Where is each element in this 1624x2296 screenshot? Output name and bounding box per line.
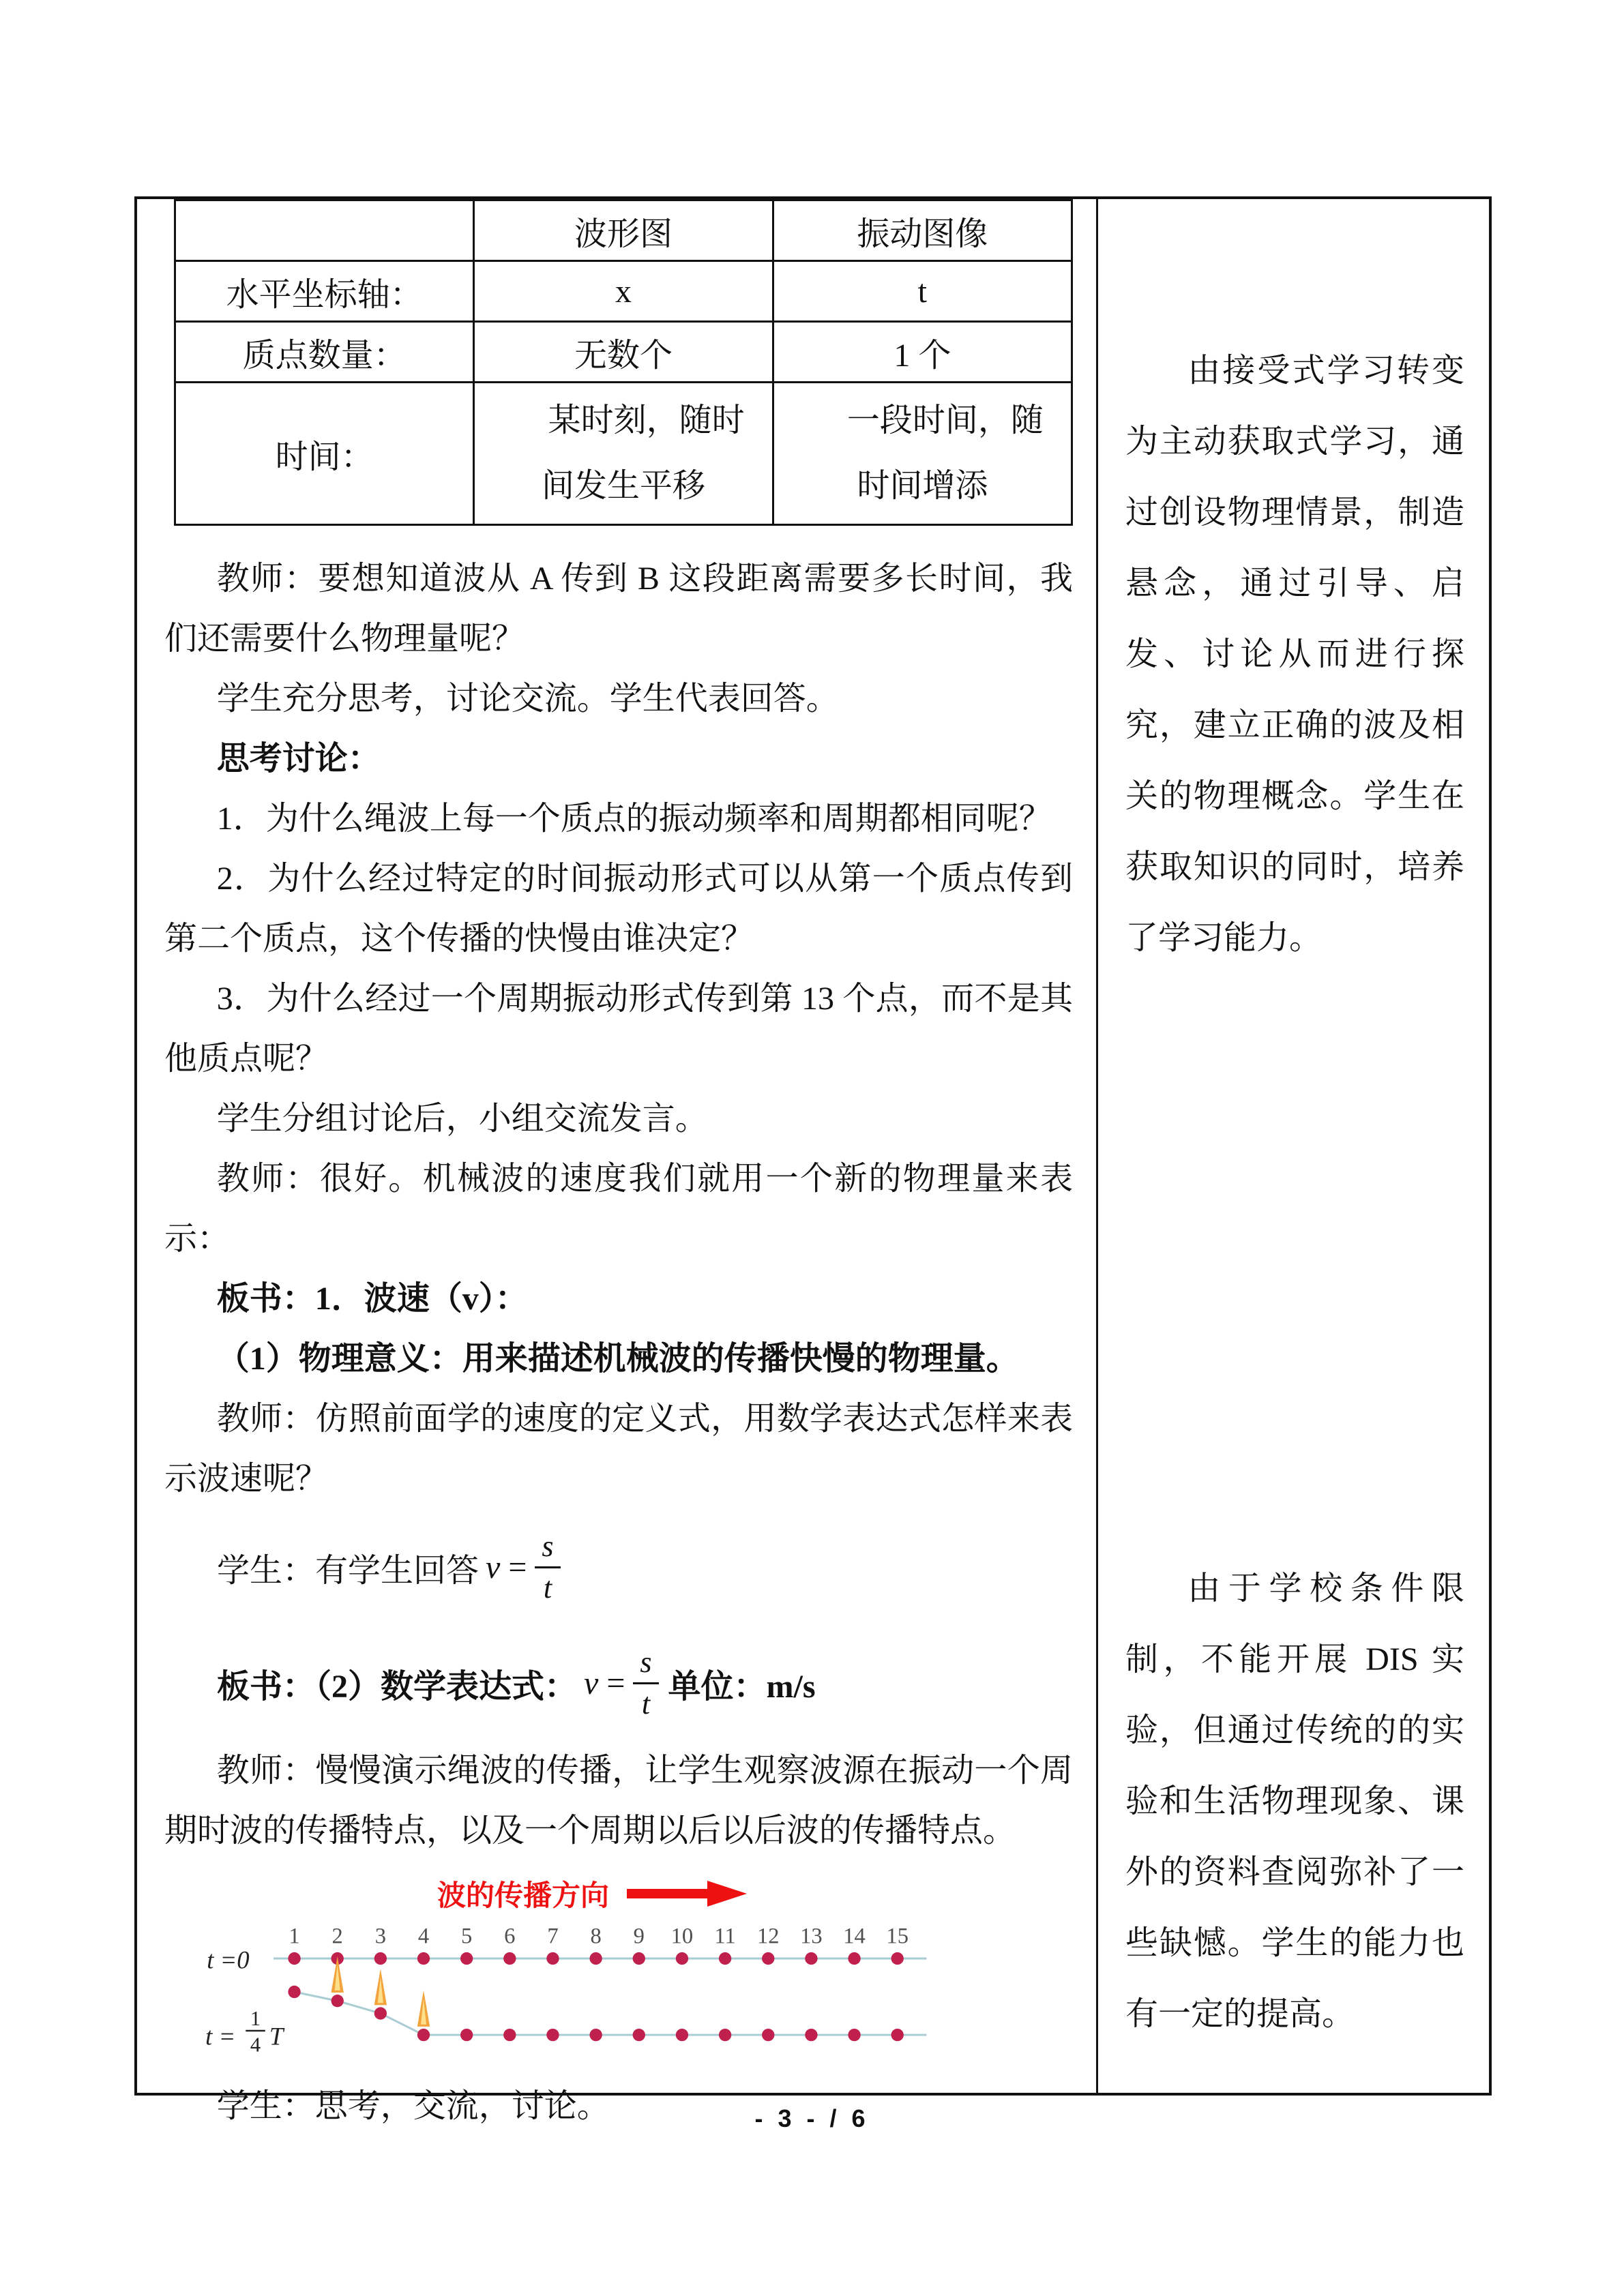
velocity-formula: [486, 1527, 561, 1608]
paragraph: 1．为什么绳波上每一个质点的振动频率和周期都相同呢？: [216, 801, 1052, 837]
design-note-2: 由于学校条件限制，不能开展 DIS 实验，但通过传统的的实验和生活物理现象、课外的资料查阅弥补了一些缺憾。学生的能力也有一定的提高。: [1125, 1570, 1464, 2032]
wave-direction-row: [437, 1873, 1073, 1914]
svg-text:4: 4: [250, 2033, 261, 2057]
svg-text:8: 8: [590, 1924, 602, 1949]
formula-equals: =: [508, 1549, 527, 1585]
formula-v: v: [486, 1549, 501, 1585]
svg-text:15: 15: [886, 1924, 909, 1949]
time-vibration-line1: 一段时间，随: [846, 402, 1044, 438]
formula-denominator: t: [641, 1686, 651, 1720]
time-waveform-line2: 间发生平移: [541, 468, 705, 504]
formula-numerator: s: [535, 1527, 560, 1568]
design-note-1: 由接受式学习转变为主动获取式学习，通过创设物理情景，制造悬念，通过引导、启发、讨论从而进行探究，建立正确的波及相关的物理概念。学生在获取知识的同时，培养了学习能力。: [1125, 353, 1464, 956]
paragraph: 3．为什么经过一个周期振动形式传到第 13 个点，而不是其他质点呢？: [164, 981, 1073, 1077]
paragraph-list: [164, 549, 1073, 1509]
count-label: 质点数量：: [175, 322, 474, 383]
axis-vibration-value: t: [773, 261, 1072, 322]
svg-text:14: 14: [843, 1924, 866, 1949]
paragraph: 学生分组讨论后，小组交流发言。: [216, 1101, 708, 1137]
table-row-axis: [175, 261, 1072, 322]
formula-v: v: [584, 1665, 599, 1701]
svg-text:4: 4: [417, 1924, 430, 1949]
paragraph: 板书：1．波速（v）：: [216, 1281, 528, 1317]
svg-text:6: 6: [504, 1924, 516, 1949]
page-number: - 3 - / 6: [754, 2104, 870, 2132]
paragraph: 学生充分思考，讨论交流。学生代表回答。: [216, 681, 839, 717]
count-vibration-value: 1 个: [773, 322, 1072, 383]
paragraph-student-answer: [164, 1509, 1073, 1625]
wave-direction-label: 波的传播方向: [437, 1881, 610, 1912]
count-waveform-value: 无数个: [474, 322, 773, 383]
svg-text:t =0: t =0: [207, 1945, 250, 1974]
formula-numerator: s: [633, 1643, 658, 1684]
svg-text:5: 5: [461, 1924, 473, 1949]
svg-text:9: 9: [633, 1924, 645, 1949]
paragraph-banshu-expression: [164, 1625, 1073, 1741]
unit-label: 单位：m/s: [668, 1668, 816, 1705]
paragraph-last: 学生：思考，交流，讨论。: [216, 2088, 610, 2124]
paragraph: 思考讨论：: [216, 741, 381, 777]
paragraph-demo: 教师：慢慢演示绳波的传播，让学生观察波源在振动一个周期时波的传播特点，以及一个周期以后以后波的传播特点。: [164, 1753, 1073, 1849]
time-waveform-line1: 某时刻，随时: [548, 402, 745, 438]
comparison-table: [174, 199, 1073, 526]
paragraph: 教师：要想知道波从 A 传到 B 这段距离需要多长时间，我们还需要什么物理量呢？: [164, 561, 1073, 657]
time-vibration-value: [773, 383, 1072, 525]
svg-text:2: 2: [331, 1924, 343, 1949]
svg-text:12: 12: [756, 1924, 780, 1949]
time-waveform-value: [474, 383, 773, 525]
paragraph: 教师：仿照前面学的速度的定义式，用数学表达式怎样来表示波速呢？: [164, 1401, 1073, 1497]
svg-text:3: 3: [374, 1924, 387, 1949]
formula-fraction: [633, 1643, 658, 1724]
time-label: 时间：: [175, 383, 474, 525]
table-row-time: [175, 383, 1072, 525]
table-header-row: [175, 200, 1072, 261]
formula-equals: =: [606, 1665, 625, 1701]
svg-text:11: 11: [714, 1924, 736, 1949]
velocity-formula-2: [584, 1643, 659, 1724]
time-vibration-line2: 时间增添: [857, 468, 988, 504]
header-waveform: 波形图: [474, 200, 773, 261]
svg-text:7: 7: [547, 1924, 559, 1949]
svg-text:1: 1: [289, 1924, 300, 1949]
axis-label: 水平坐标轴：: [175, 261, 474, 322]
svg-text:1: 1: [250, 2006, 261, 2030]
paragraph: （1）物理意义：用来描述机械波的传播快慢的物理量。: [216, 1341, 1019, 1377]
wave-diagram-svg: [204, 1918, 941, 2068]
axis-waveform-value: x: [474, 261, 773, 322]
svg-text:t =: t =: [205, 2022, 236, 2051]
svg-text:T: T: [269, 2022, 284, 2051]
formula-fraction: [535, 1527, 560, 1608]
student-answer-prefix: 学生：有学生回答: [217, 1552, 479, 1589]
design-intent-cell: [1098, 199, 1489, 2093]
paragraph: 2．为什么经过特定的时间振动形式可以从第一个质点传到第二个质点，这个传播的快慢由谁决定？: [164, 861, 1073, 957]
table-row-count: [175, 322, 1072, 383]
svg-text:13: 13: [800, 1924, 823, 1949]
paragraph: 教师：很好。机械波的速度我们就用一个新的物理量来表示：: [164, 1161, 1073, 1257]
red-arrow-icon: [627, 1879, 750, 1908]
formula-denominator: t: [543, 1570, 552, 1605]
header-empty: [175, 200, 474, 261]
banshu2-prefix: 板书：（2）数学表达式：: [217, 1668, 578, 1705]
svg-text:10: 10: [670, 1924, 694, 1949]
wave-propagation-diagram: [204, 1918, 1073, 2071]
header-vibration: 振动图像: [773, 200, 1072, 261]
